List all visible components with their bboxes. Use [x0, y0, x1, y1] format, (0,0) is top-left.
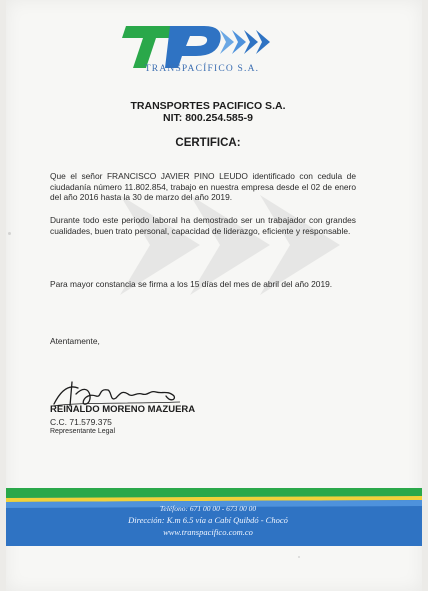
- signatory-name: REINALDO MORENO MAZUERA: [50, 404, 196, 415]
- document-title: CERTIFICA:: [175, 137, 241, 149]
- paper-mark: [8, 232, 11, 235]
- footer-phone: Teléfono: 671 00 00 - 673 00 00: [159, 504, 257, 513]
- company-name: TRANSPORTES PACIFICO S.A.: [130, 100, 286, 112]
- signatory-id: C.C. 71.579.375: [50, 417, 112, 427]
- company-nit: NIT: 800.254.585-9: [163, 112, 253, 124]
- footer-address: Dirección: K.m 6.5 vía a Cabí Quibdó - Chocó: [128, 515, 288, 525]
- signing-date-paragraph: Para mayor constancia se firma a los 15 días del mes de abril del año 2019.: [50, 279, 333, 289]
- paper-mark: [298, 556, 300, 558]
- closing-text: Atentamente,: [50, 336, 100, 346]
- certification-paragraph: Que el señor FRANCISCO JAVIER PINO LEUDO identificado con cedula de ciudadanía número 11.802.854, trabajo en nuestra empresa desde el 02 de enero del año 2016 hasta la 30 de marzo del año 2019.: [50, 171, 356, 203]
- performance-paragraph: Durante todo este periodo laboral ha demostrado ser un trabajador con grandes cualidades, buen trato personal, capacidad de liderazgo, eficiente y responsable.: [50, 215, 356, 236]
- transpacifico-logo-icon: [112, 20, 284, 86]
- footer-website: www.transpacifico.com.co: [163, 527, 253, 537]
- signatory-role: Representante Legal: [50, 428, 115, 435]
- logo-wordmark: TRANSPACÍFICO S.A.: [144, 64, 260, 74]
